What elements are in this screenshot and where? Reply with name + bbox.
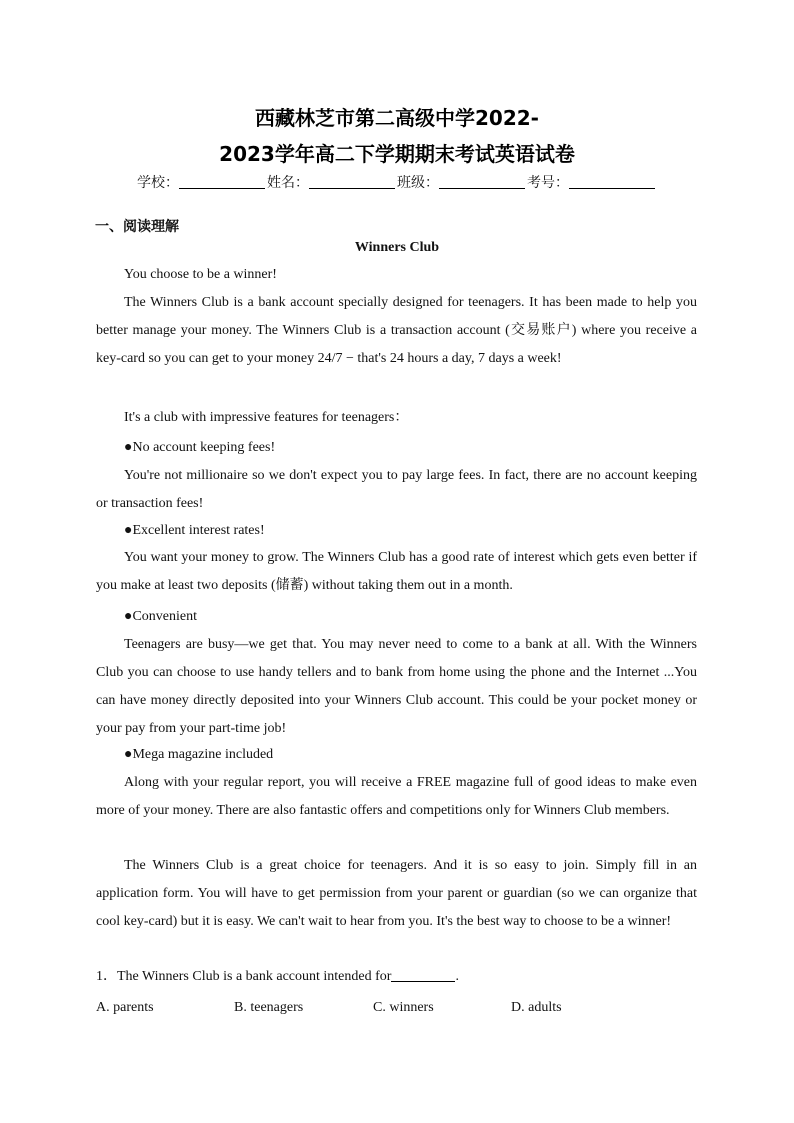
bullet-no-fees: ●No account keeping fees! <box>124 440 276 455</box>
question-1 <box>96 963 459 991</box>
name-blank[interactable] <box>309 174 395 189</box>
bullet-interest: ●Excellent interest rates! <box>124 523 265 538</box>
student-info-row <box>0 172 794 192</box>
number-label: 考号： <box>527 175 569 191</box>
paragraph-7: Along with your regular report, you will receive a FREE magazine full of good ideas to make even more of your money. There are also fantastic offers and competitions only for Winners Club members. <box>96 775 697 818</box>
answer-blank[interactable] <box>391 967 455 982</box>
paragraph-5: You want your money to grow. The Winners Club has a good rate of interest which gets even better if you make at least two deposits (储蓄) without taking them out in a month. <box>96 550 697 593</box>
question-1-stem: 1．The Winners Club is a bank account intended for <box>96 969 392 984</box>
school-blank[interactable] <box>179 174 265 189</box>
option-a[interactable]: A. parents <box>96 1000 154 1015</box>
exam-title-line1: 西藏林芝市第二高级中学2022- <box>255 106 539 130</box>
option-b[interactable]: B. teenagers <box>234 1000 304 1015</box>
paragraph-3: It's a club with impressive features for teenagers： <box>124 410 409 425</box>
question-1-end: . <box>455 969 459 984</box>
school-label: 学校： <box>137 175 179 191</box>
paragraph-4: You're not millionaire so we don't expect you to pay large fees. In fact, there are no account keeping or transaction fees! <box>96 468 697 511</box>
article-title: Winners Club <box>354 240 440 255</box>
paragraph-8: The Winners Club is a great choice for teenagers. And it is so easy to join. Simply fill in an application form. You will have to get permission from your parent or guardian (so we can organize that cool key-card) but it is easy. We can't wait to hear from you. It's the best way to choose to be a winner! <box>96 858 697 929</box>
paragraph-2: The Winners Club is a bank account specially designed for teenagers. It has been made to help you better manage your money. The Winners Club is a transaction account (交易账户) where you receive a key-card so you can get to your money 24/7 − that's 24 hours a day, 7 days a week! <box>96 295 697 366</box>
class-blank[interactable] <box>439 174 525 189</box>
paragraph-6: Teenagers are busy—we get that. You may never need to come to a bank at all. With the Winners Club you can choose to use handy tellers and to bank from home using the phone and the Internet ...You can have money directly deposited into your Winners Club account. This could be your pocket money or your pay from your part-time job! <box>96 637 697 736</box>
paragraph-1: You choose to be a winner! <box>124 267 277 282</box>
option-d[interactable]: D. adults <box>511 1000 562 1015</box>
bullet-magazine: ●Mega magazine included <box>124 747 274 762</box>
option-c[interactable]: C. winners <box>373 1000 434 1015</box>
bullet-convenient: ●Convenient <box>124 609 198 624</box>
class-label: 班级： <box>397 175 439 191</box>
section-heading: 一、阅读理解 <box>95 219 179 235</box>
exam-title-line2: 2023学年高二下学期期末考试英语试卷 <box>219 142 575 166</box>
number-blank[interactable] <box>569 174 655 189</box>
name-label: 姓名： <box>267 175 309 191</box>
